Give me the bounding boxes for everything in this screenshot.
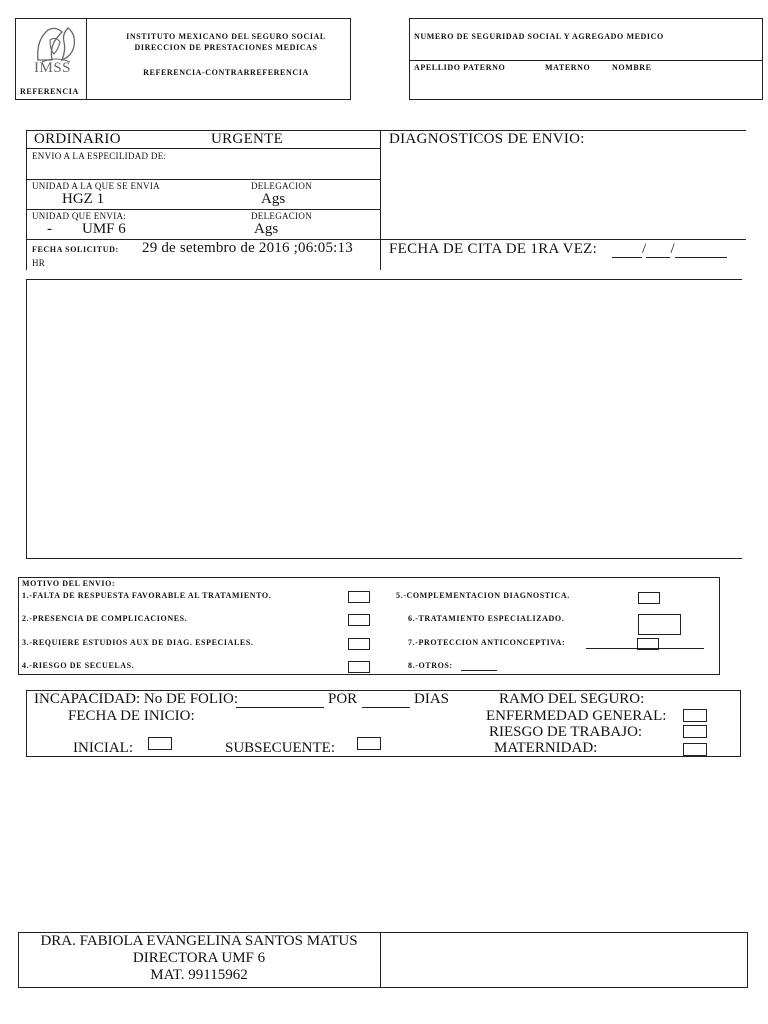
ordinario-label: ORDINARIO <box>34 131 121 147</box>
enfermedad-label: ENFERMEDAD GENERAL: <box>486 708 667 724</box>
imss-logo <box>28 20 84 80</box>
motivo-item-4: 4.-RIESGO DE SECUELAS. <box>22 661 135 670</box>
maternidad-checkbox[interactable] <box>683 743 707 756</box>
fecha-solicitud-label: FECHA SOLICITUD: <box>32 245 119 254</box>
referral-left-line <box>26 130 27 270</box>
doctor-name: DRA. FABIOLA EVANGELINA SANTOS MATUS <box>40 933 358 949</box>
direction-name: DIRECCION DE PRESTACIONES MEDICAS <box>134 43 318 52</box>
folio-blank[interactable] <box>236 707 324 708</box>
notes-bottom-line <box>26 558 742 559</box>
doctor-mat: MAT. 99115962 <box>150 967 248 983</box>
riesgo-checkbox[interactable] <box>683 725 707 738</box>
fecha-solicitud-value: 29 de setembro de 2016 ;06:05:13 <box>142 240 353 256</box>
especialidad-row-line <box>26 179 380 180</box>
delegacion-origen-label: DELEGACION <box>251 211 312 221</box>
ramo-label: RAMO DEL SEGURO: <box>499 691 645 707</box>
motivo-checkbox-1[interactable] <box>348 591 370 603</box>
referencia-corner-label: REFERENCIA <box>20 87 79 96</box>
subsecuente-label: SUBSECUENTE: <box>225 740 336 756</box>
por-label: POR <box>328 691 358 707</box>
signature-divider <box>380 932 381 988</box>
institute-name: INSTITUTO MEXICANO DEL SEGURO SOCIAL <box>126 32 326 41</box>
form-type-title: REFERENCIA-CONTRARREFERENCIA <box>143 68 309 77</box>
dias-label: DIAS <box>414 691 450 707</box>
motivo-item-1: 1.-FALTA DE RESPUESTA FAVORABLE AL TRATAMIENTO. <box>22 591 272 600</box>
maternidad-label: MATERNIDAD: <box>494 740 598 756</box>
motivo-item-3: 3.-REQUIERE ESTUDIOS AUX DE DIAG. ESPECIALES. <box>22 638 254 647</box>
fecha-inicio-label: FECHA DE INICIO: <box>68 708 195 724</box>
apellido-paterno-label: APELLIDO PATERNO <box>414 63 506 72</box>
motivo-checkbox-7[interactable] <box>637 638 659 650</box>
enfermedad-checkbox[interactable] <box>683 709 707 722</box>
motivo-checkbox-2[interactable] <box>348 614 370 626</box>
materno-label: MATERNO <box>545 63 591 72</box>
delegacion-destino-value: Ags <box>261 191 286 207</box>
fecha-row-line <box>26 239 746 240</box>
fecha-cita-blanks[interactable]: / / <box>612 241 727 258</box>
unidad-destino-label: UNIDAD A LA QUE SE ENVIA <box>32 181 160 191</box>
motivo-item-5: 5.-COMPLEMENTACION DIAGNOSTICA. <box>396 591 570 600</box>
header-logo-divider <box>86 18 87 100</box>
inicial-checkbox[interactable] <box>148 737 172 750</box>
hr-label: HR <box>32 258 46 268</box>
motivo-checkbox-6[interactable] <box>638 614 681 635</box>
nombre-label: NOMBRE <box>612 63 652 72</box>
logo-text: IMSS <box>34 60 72 76</box>
delegacion-destino-label: DELEGACION <box>251 181 312 191</box>
diagnosticos-label: DIAGNOSTICOS DE ENVIO: <box>389 131 585 147</box>
header-right-divider <box>409 60 763 61</box>
motivo-item-2: 2.-PRESENCIA DE COMPLICACIONES. <box>22 614 188 623</box>
motivo-checkbox-5[interactable] <box>638 592 660 604</box>
unidad-row-line <box>26 209 380 210</box>
clinical-notes-area[interactable] <box>28 281 740 557</box>
motivo-checkbox-3[interactable] <box>348 638 370 650</box>
folio-label: INCAPACIDAD: No DE FOLIO: <box>34 691 239 707</box>
unidad-destino-value: HGZ 1 <box>62 191 105 207</box>
fecha-cita-label: FECHA DE CITA DE 1RA VEZ: <box>389 241 598 257</box>
motivo-item-6: 6.-TRATAMIENTO ESPECIALIZADO. <box>408 614 565 623</box>
unidad-origen-label: UNIDAD QUE ENVIA: <box>32 211 127 221</box>
dias-blank[interactable] <box>362 707 410 708</box>
notes-left-line <box>26 279 27 559</box>
unidad-origen-value: UMF 6 <box>82 221 126 237</box>
referral-mid-line <box>380 130 381 270</box>
delegacion-origen-value: Ags <box>254 221 279 237</box>
referral-top-line <box>26 130 746 131</box>
inicial-label: INICIAL: <box>73 740 133 756</box>
urgente-label: URGENTE <box>211 131 284 147</box>
motivo-item-7: 7.-PROTECCION ANTICONCEPTIVA: <box>408 638 566 647</box>
especialidad-label: ENVIO A LA ESPECILIDAD DE: <box>32 151 167 161</box>
signature-area[interactable] <box>382 934 746 986</box>
header-right-box <box>409 18 763 100</box>
motivo-title: MOTIVO DEL ENVIO: <box>22 579 116 588</box>
riesgo-label: RIESGO DE TRABAJO: <box>489 724 643 740</box>
motivo-item-8: 8.-OTROS: <box>408 661 453 670</box>
nss-label: NUMERO DE SEGURIDAD SOCIAL Y AGREGADO MEDICO <box>414 32 664 41</box>
ordinario-row-line <box>26 148 380 149</box>
motivo-checkbox-4[interactable] <box>348 661 370 673</box>
unidad-origen-dash: - <box>47 221 52 237</box>
doctor-role: DIRECTORA UMF 6 <box>132 950 266 966</box>
subsecuente-checkbox[interactable] <box>357 737 381 750</box>
notes-top-line <box>26 279 742 280</box>
motivo-item-8-line[interactable] <box>461 670 497 671</box>
